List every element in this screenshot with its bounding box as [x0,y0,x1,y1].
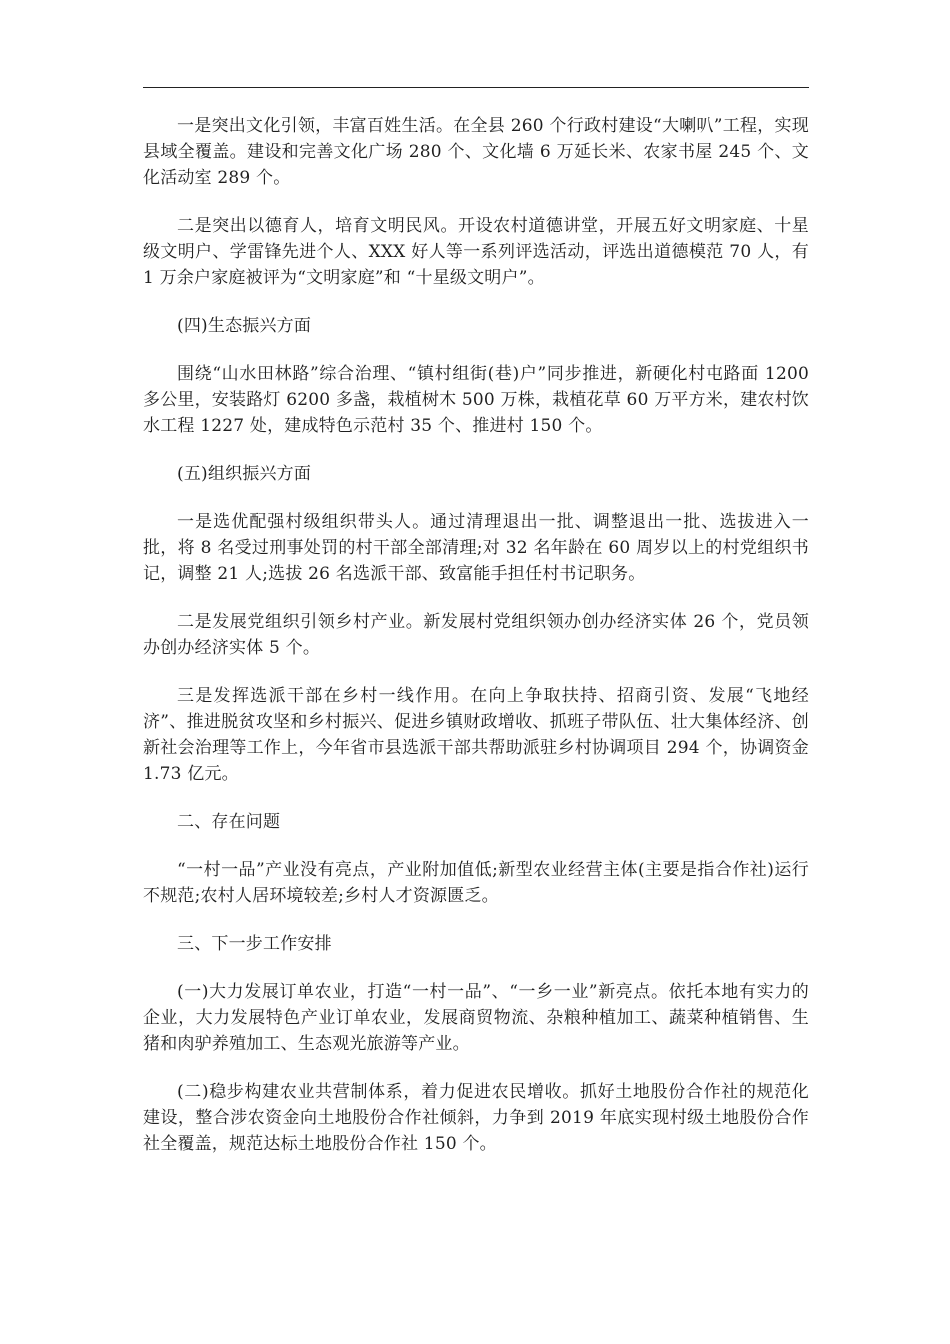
paragraph-moral-education: 二是突出以德育人，培育文明民风。开设农村道德讲堂，开展五好文明家庭、十星级文明户、学雷锋先进个人、XXX 好人等一系列评选活动，评选出道德模范 70 人，有 1 万余户家庭被评为“文明家庭”和 “十星级文明户”。 [143,216,809,288]
section-heading-ecology: (四)生态振兴方面 [177,316,312,336]
paragraph-problems: “一村一品”产业没有亮点，产业附加值低;新型农业经营主体(主要是指合作社)运行不规范;农村人居环境较差;乡村人才资源匮乏。 [143,860,809,906]
document-body [143,113,809,1179]
paragraph-cooperative-system: (二)稳步构建农业共营制体系，着力促进农民增收。抓好土地股份合作社的规范化建设，整合涉农资金向土地股份合作社倾斜，力争到 2019 年底实现村级土地股份合作社全覆盖，规范达标土地股份合作社 150 个。 [143,1082,809,1154]
section-heading-organization: (五)组织振兴方面 [177,464,312,484]
paragraph-culture-leadership: 一是突出文化引领，丰富百姓生活。在全县 260 个行政村建设“大喇叭”工程，实现县域全覆盖。建设和完善文化广场 280 个、文化墙 6 万延长米、农家书屋 245 个、文化活动室 289 个。 [143,116,809,188]
section-heading-problems: 二、存在问题 [177,812,281,832]
paragraph-ecology: 围绕“山水田林路”综合治理、“镇村组街(巷)户”同步推进，新硬化村屯路面 1200 多公里，安装路灯 6200 多盏，栽植树木 500 万株，栽植花草 60 万平方米，建农村饮水工程 1227 处，建成特色示范村 35 个、推进村 150 个。 [143,364,809,436]
header-rule [143,87,809,88]
paragraph-dispatched-cadres: 三是发挥选派干部在乡村一线作用。在向上争取扶持、招商引资、发展“飞地经济”、推进脱贫攻坚和乡村振兴、促进乡镇财政增收、抓班子带队伍、壮大集体经济、创新社会治理等工作上，今年省市县选派干部共帮助派驻乡村协调项目 294 个，协调资金 1.73 亿元。 [143,686,809,784]
paragraph-order-agriculture: (一)大力发展订单农业，打造“一村一品”、“一乡一业”新亮点。依托本地有实力的企业，大力发展特色产业订单农业，发展商贸物流、杂粮种植加工、蔬菜种植销售、生猪和肉驴养殖加工、生态观光旅游等产业。 [143,982,809,1054]
paragraph-village-leaders: 一是选优配强村级组织带头人。通过清理退出一批、调整退出一批、选拔进入一批，将 8 名受过刑事处罚的村干部全部清理;对 32 名年龄在 60 周岁以上的村党组织书记，调整 21 人;选拔 26 名选派干部、致富能手担任村书记职务。 [143,512,809,584]
paragraph-party-industry: 二是发展党组织引领乡村产业。新发展村党组织领办创办经济实体 26 个，党员领办创办经济实体 5 个。 [143,612,809,658]
section-heading-next-steps: 三、下一步工作安排 [177,934,332,954]
